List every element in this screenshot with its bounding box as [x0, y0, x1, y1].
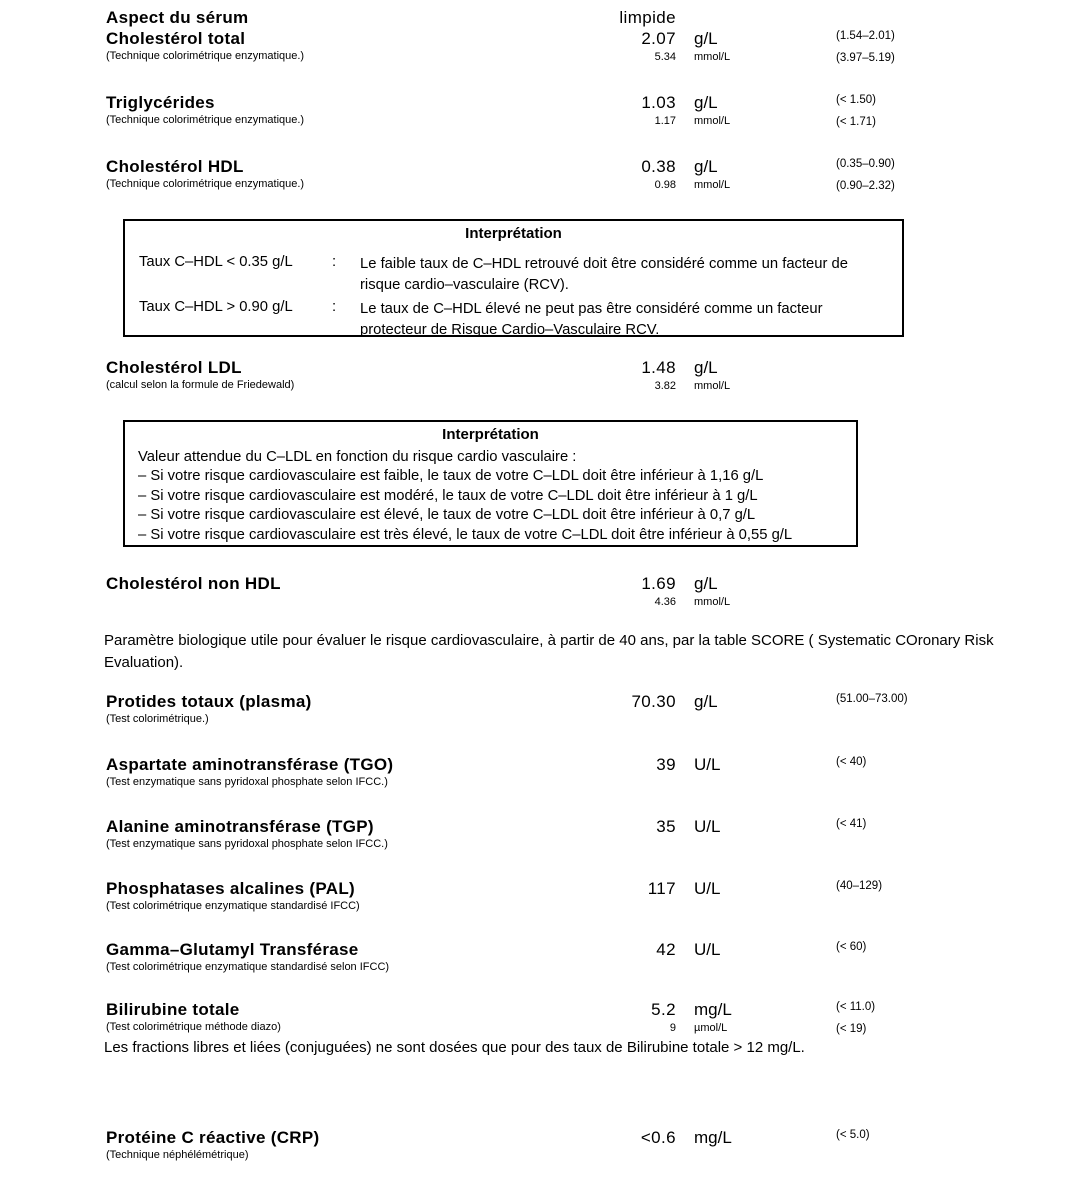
test-unit: g/L [694, 157, 718, 176]
test-name: Cholestérol non HDL [106, 574, 281, 593]
reference-range: (< 1.50) [836, 94, 876, 106]
reference-range-secondary: (< 19) [836, 1023, 867, 1035]
test-method: (Test enzymatique sans pyridoxal phosphate selon IFCC.) [106, 776, 388, 788]
test-value-secondary: 9 [669, 1022, 676, 1034]
interpretation-text-line: risque cardio–vasculaire (RCV). [360, 277, 569, 293]
test-value-secondary: 3.82 [654, 380, 676, 392]
test-unit: g/L [694, 692, 718, 711]
test-name: Cholestérol LDL [106, 358, 242, 377]
test-unit-secondary: mmol/L [694, 51, 731, 63]
test-method: (Technique colorimétrique enzymatique.) [106, 114, 305, 126]
reference-range: (< 60) [836, 941, 867, 953]
interpretation-text-line: – Si votre risque cardiovasculaire est très élevé, le taux de votre C–LDL doit être inférieur à 0,55 g/L [138, 526, 793, 543]
interpretation-text-line: – Si votre risque cardiovasculaire est faible, le taux de votre C–LDL doit être inférieur à 1,16 g/L [138, 468, 764, 485]
test-value: 2.07 [641, 29, 676, 48]
test-method: (Test colorimétrique méthode diazo) [106, 1021, 281, 1033]
score-note [104, 630, 994, 673]
test-value: 35 [656, 817, 676, 836]
interpretation-title: Interprétation [465, 225, 562, 242]
reference-range: (< 5.0) [836, 1129, 870, 1141]
interpretation-title: Interprétation [442, 426, 539, 443]
interpretation-text-line: Valeur attendue du C–LDL en fonction du risque cardio vasculaire : [138, 449, 577, 465]
test-unit: mg/L [694, 1000, 732, 1019]
test-name: Protides totaux (plasma) [106, 692, 312, 711]
test-value: 42 [656, 940, 676, 959]
test-name: Alanine aminotransférase (TGP) [106, 817, 374, 836]
test-name: Triglycérides [106, 93, 215, 112]
test-value: 5.2 [651, 1000, 676, 1019]
test-unit: U/L [694, 940, 721, 959]
test-value-secondary: 1.17 [654, 115, 676, 127]
test-value: <0.6 [640, 1128, 676, 1147]
interpretation-text-line: Le faible taux de C–HDL retrouvé doit être considéré comme un facteur de [360, 256, 849, 272]
score-note-line: Paramètre biologique utile pour évaluer le risque cardiovasculaire, à partir de 40 ans, par la table SCORE ( Systematic COronary Risk [104, 632, 994, 649]
test-name: Protéine C réactive (CRP) [106, 1128, 320, 1147]
test-value: 1.69 [641, 574, 676, 593]
test-unit: U/L [694, 755, 721, 774]
reference-range: (< 41) [836, 818, 867, 830]
interpretation-term: Taux C–HDL > 0.90 g/L [139, 299, 293, 315]
test-name: Cholestérol HDL [106, 157, 244, 176]
test-value: 0.38 [641, 157, 676, 176]
test-value-secondary: 0.98 [654, 179, 676, 191]
test-method: (Test colorimétrique.) [106, 713, 209, 725]
test-unit-secondary: mmol/L [694, 596, 731, 608]
reference-range: (40–129) [836, 880, 883, 892]
test-method: (Technique colorimétrique enzymatique.) [106, 50, 305, 62]
test-unit: g/L [694, 358, 718, 377]
test-value: 39 [656, 755, 676, 774]
test-unit: U/L [694, 879, 721, 898]
test-unit: mg/L [694, 1128, 732, 1147]
test-unit: U/L [694, 817, 721, 836]
reference-range: (< 11.0) [836, 1001, 876, 1013]
interpretation-text-line: Le taux de C–HDL élevé ne peut pas être considéré comme un facteur [360, 301, 823, 317]
interpretation-text-line: – Si votre risque cardiovasculaire est élevé, le taux de votre C–LDL doit être inférieur à 0,7 g/L [138, 507, 756, 524]
test-value: limpide [619, 8, 676, 27]
test-value: 117 [647, 879, 676, 898]
test-name: Cholestérol total [106, 29, 246, 48]
interpretation-box-hdl [123, 219, 904, 337]
interpretation-text [360, 254, 848, 296]
test-name: Phosphatases alcalines (PAL) [106, 879, 355, 898]
test-name: Aspect du sérum [106, 8, 249, 27]
test-name: Bilirubine totale [106, 1000, 240, 1019]
interpretation-colon: : [332, 299, 337, 315]
test-value: 70.30 [631, 692, 676, 711]
interpretation-text-line: protecteur de Risque Cardio–Vasculaire RCV. [360, 322, 660, 338]
bilirubine-note: Les fractions libres et liées (conjuguées) ne sont dosées que pour des taux de Bilirubine totale > 12 mg/L. [104, 1039, 805, 1056]
test-method: (Technique colorimétrique enzymatique.) [106, 178, 305, 190]
test-method: (Test colorimétrique enzymatique standardisé IFCC) [106, 900, 360, 912]
test-unit-secondary: µmol/L [694, 1022, 728, 1034]
test-unit: g/L [694, 29, 718, 48]
interpretation-text [138, 448, 792, 545]
interpretation-text-line: – Si votre risque cardiovasculaire est modéré, le taux de votre C–LDL doit être inférieur à 1 g/L [138, 487, 758, 504]
test-unit-secondary: mmol/L [694, 380, 731, 392]
reference-range: (< 40) [836, 756, 867, 768]
test-unit-secondary: mmol/L [694, 115, 731, 127]
reference-range-secondary: (< 1.71) [836, 116, 876, 128]
interpretation-colon: : [332, 254, 337, 270]
test-name: Gamma–Glutamyl Transférase [106, 940, 359, 959]
test-value-secondary: 5.34 [654, 51, 676, 63]
test-unit: g/L [694, 574, 718, 593]
reference-range: (51.00–73.00) [836, 693, 908, 705]
interpretation-box-ldl [123, 420, 858, 547]
reference-range: (1.54–2.01) [836, 30, 895, 42]
test-method: (calcul selon la formule de Friedewald) [106, 379, 295, 391]
test-method: (Technique néphélémétrique) [106, 1149, 249, 1161]
interpretation-term: Taux C–HDL < 0.35 g/L [139, 254, 293, 270]
test-unit: g/L [694, 93, 718, 112]
test-unit-secondary: mmol/L [694, 179, 731, 191]
reference-range: (0.35–0.90) [836, 158, 895, 170]
score-note-line: Evaluation). [104, 653, 184, 671]
reference-range-secondary: (0.90–2.32) [836, 180, 895, 192]
test-method: (Test enzymatique sans pyridoxal phosphate selon IFCC.) [106, 838, 388, 850]
test-value: 1.03 [641, 93, 676, 112]
test-value: 1.48 [641, 358, 676, 377]
reference-range-secondary: (3.97–5.19) [836, 52, 895, 64]
interpretation-text [360, 299, 823, 341]
test-method: (Test colorimétrique enzymatique standardisé selon IFCC) [106, 961, 390, 973]
test-name: Aspartate aminotransférase (TGO) [106, 755, 394, 774]
test-value-secondary: 4.36 [654, 596, 676, 608]
